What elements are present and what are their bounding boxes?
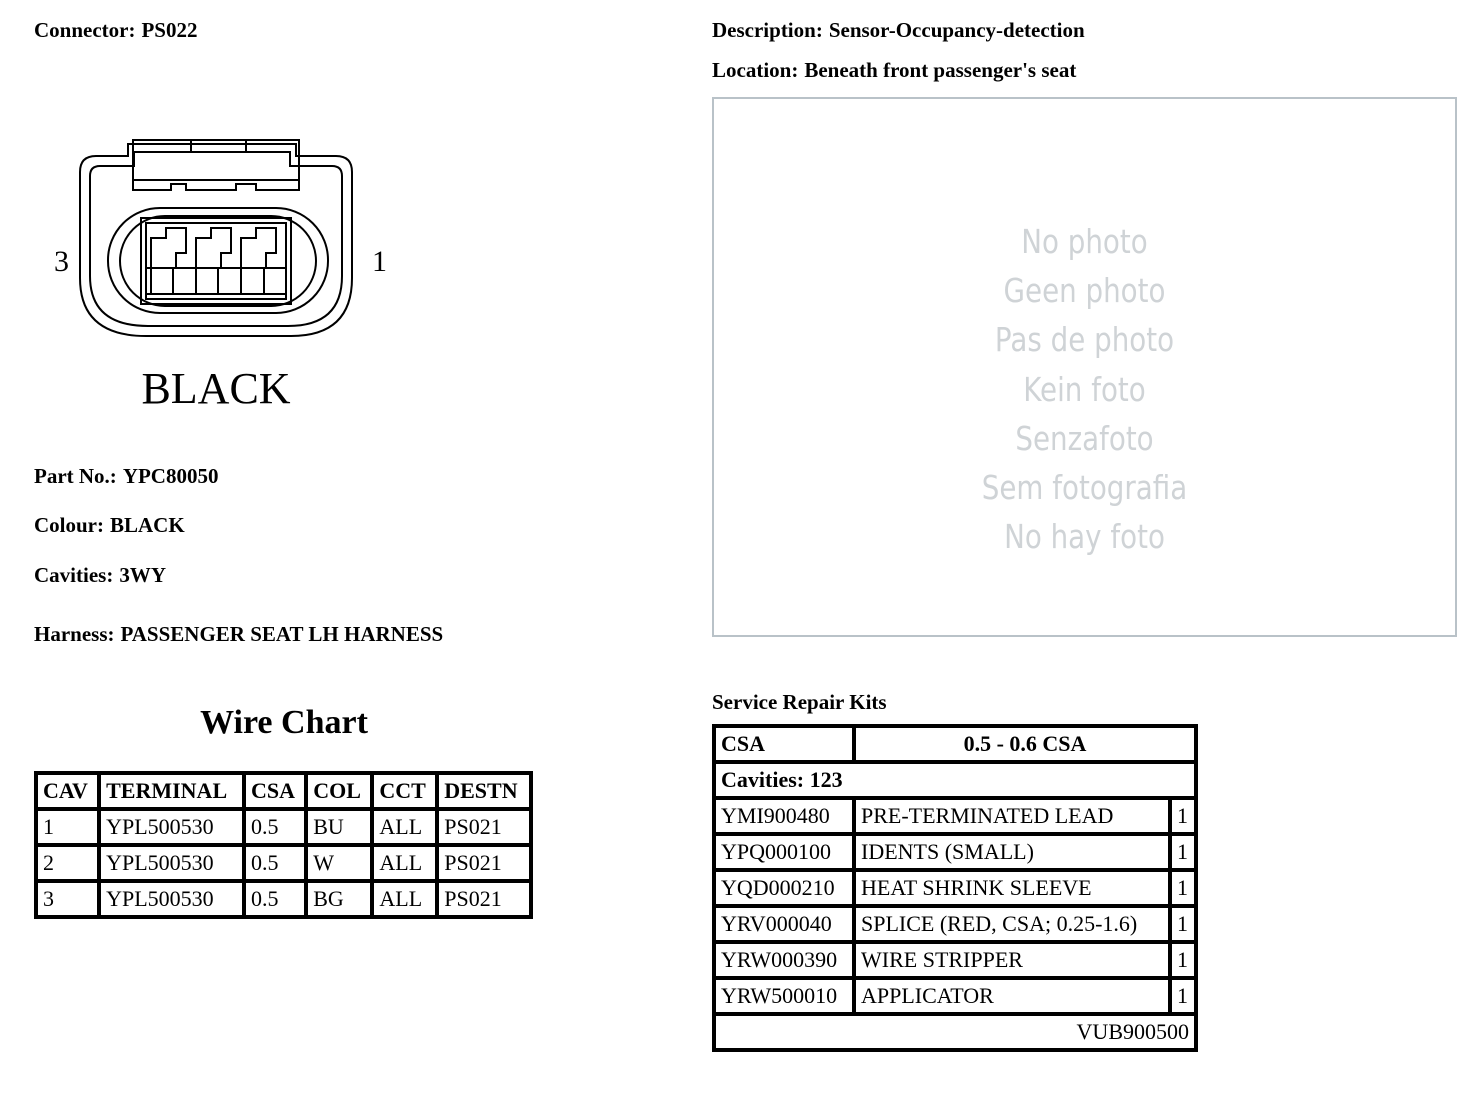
photo-text-line: Kein foto: [1023, 369, 1146, 409]
kit-description: SPLICE (RED, CSA; 0.25-1.6): [854, 906, 1170, 942]
col-cell: BU: [306, 809, 372, 845]
terminal-cell: YPL500530: [99, 809, 244, 845]
kits-cavities-label: Cavities: 123: [714, 762, 1196, 798]
description-field: [712, 18, 1085, 43]
kit-part-number: YPQ000100: [714, 834, 854, 870]
table-row: [714, 978, 1196, 1014]
photo-text-line: Geen photo: [1003, 271, 1166, 311]
terminal-cell: YPL500530: [99, 881, 244, 917]
table-row: [714, 798, 1196, 834]
table-row: [714, 906, 1196, 942]
table-row: [714, 942, 1196, 978]
cct-cell: ALL: [372, 809, 437, 845]
csa-cell: 0.5: [244, 809, 306, 845]
kit-quantity: 1: [1170, 834, 1196, 870]
part-number-label: Part No.:: [34, 464, 117, 488]
photo-text-line: Pas de photo: [994, 320, 1175, 360]
cavities-field: [34, 563, 166, 588]
table-row: [714, 870, 1196, 906]
kit-quantity: 1: [1170, 978, 1196, 1014]
location-label: Location:: [712, 58, 799, 82]
kit-part-number: YMI900480: [714, 798, 854, 834]
kit-part-number: YRW000390: [714, 942, 854, 978]
table-row: [714, 834, 1196, 870]
kit-part-number: YRW500010: [714, 978, 854, 1014]
csa-cell: 0.5: [244, 881, 306, 917]
location-value: Beneath front passenger's seat: [804, 58, 1077, 82]
photo-text-line: Senzafoto: [1015, 418, 1154, 458]
harness-value: PASSENGER SEAT LH HARNESS: [120, 622, 444, 646]
terminal-cell: YPL500530: [99, 845, 244, 881]
part-number-field: [34, 464, 218, 489]
description-value: Sensor-Occupancy-detection: [828, 18, 1085, 42]
colour-value: BLACK: [110, 513, 185, 537]
connector-label: Connector:: [34, 18, 136, 42]
part-number-value: YPC80050: [122, 464, 219, 488]
kits-csa-label: CSA: [714, 726, 854, 762]
kit-number: VUB900500: [714, 1014, 1196, 1050]
service-repair-kits-title: Service Repair Kits: [712, 690, 887, 714]
wire-chart-header-row: [36, 773, 531, 809]
colour-field: [34, 513, 185, 538]
kit-description: APPLICATOR: [854, 978, 1170, 1014]
destn-cell: PS021: [437, 809, 531, 845]
cavities-value: 3WY: [119, 563, 166, 587]
connector-outline: [80, 140, 352, 336]
cct-cell: ALL: [372, 845, 437, 881]
header-terminal: TERMINAL: [99, 773, 244, 809]
cav-cell: 1: [36, 809, 99, 845]
kit-part-number: YRV000040: [714, 906, 854, 942]
kit-quantity: 1: [1170, 798, 1196, 834]
connector-colour-label: BLACK: [141, 364, 291, 413]
connector-value: PS022: [141, 18, 198, 42]
kits-cavities-row: [714, 762, 1196, 798]
wire-chart-table: [34, 771, 533, 919]
header-destn: DESTN: [437, 773, 531, 809]
col-cell: W: [306, 845, 372, 881]
photo-text-line: Sem fotografia: [981, 468, 1188, 508]
kit-description: IDENTS (SMALL): [854, 834, 1170, 870]
photo-text-line: No hay foto: [1004, 517, 1165, 557]
kit-description: PRE-TERMINATED LEAD: [854, 798, 1170, 834]
colour-label: Colour:: [34, 513, 104, 537]
cav-cell: 2: [36, 845, 99, 881]
harness-label: Harness:: [34, 622, 115, 646]
table-row: [36, 881, 531, 917]
table-row: [36, 845, 531, 881]
cct-cell: ALL: [372, 881, 437, 917]
kits-number-row: [714, 1014, 1196, 1050]
csa-cell: 0.5: [244, 845, 306, 881]
kit-part-number: YQD000210: [714, 870, 854, 906]
wire-chart-title: Wire Chart: [200, 704, 368, 741]
connector-diagram: [36, 128, 396, 418]
col-cell: BG: [306, 881, 372, 917]
header-col: COL: [306, 773, 372, 809]
photo-text-line: No photo: [1021, 222, 1148, 261]
kit-quantity: 1: [1170, 906, 1196, 942]
pin-3-label: 3: [54, 245, 69, 278]
kit-quantity: 1: [1170, 870, 1196, 906]
service-repair-kits-table: [712, 724, 1198, 1052]
connector-field: [34, 18, 198, 43]
header-cct: CCT: [372, 773, 437, 809]
header-csa: CSA: [244, 773, 306, 809]
kit-quantity: 1: [1170, 942, 1196, 978]
pin-1-label: 1: [372, 245, 387, 278]
kit-description: WIRE STRIPPER: [854, 942, 1170, 978]
cav-cell: 3: [36, 881, 99, 917]
kits-csa-value: 0.5 - 0.6 CSA: [854, 726, 1196, 762]
table-row: [36, 809, 531, 845]
kit-description: HEAT SHRINK SLEEVE: [854, 870, 1170, 906]
destn-cell: PS021: [437, 845, 531, 881]
cavities-label: Cavities:: [34, 563, 114, 587]
photo-placeholder: [712, 97, 1457, 637]
location-field: [712, 58, 1076, 83]
description-label: Description:: [712, 18, 823, 42]
harness-field: [34, 622, 443, 647]
destn-cell: PS021: [437, 881, 531, 917]
kits-csa-row: [714, 726, 1196, 762]
header-cav: CAV: [36, 773, 99, 809]
